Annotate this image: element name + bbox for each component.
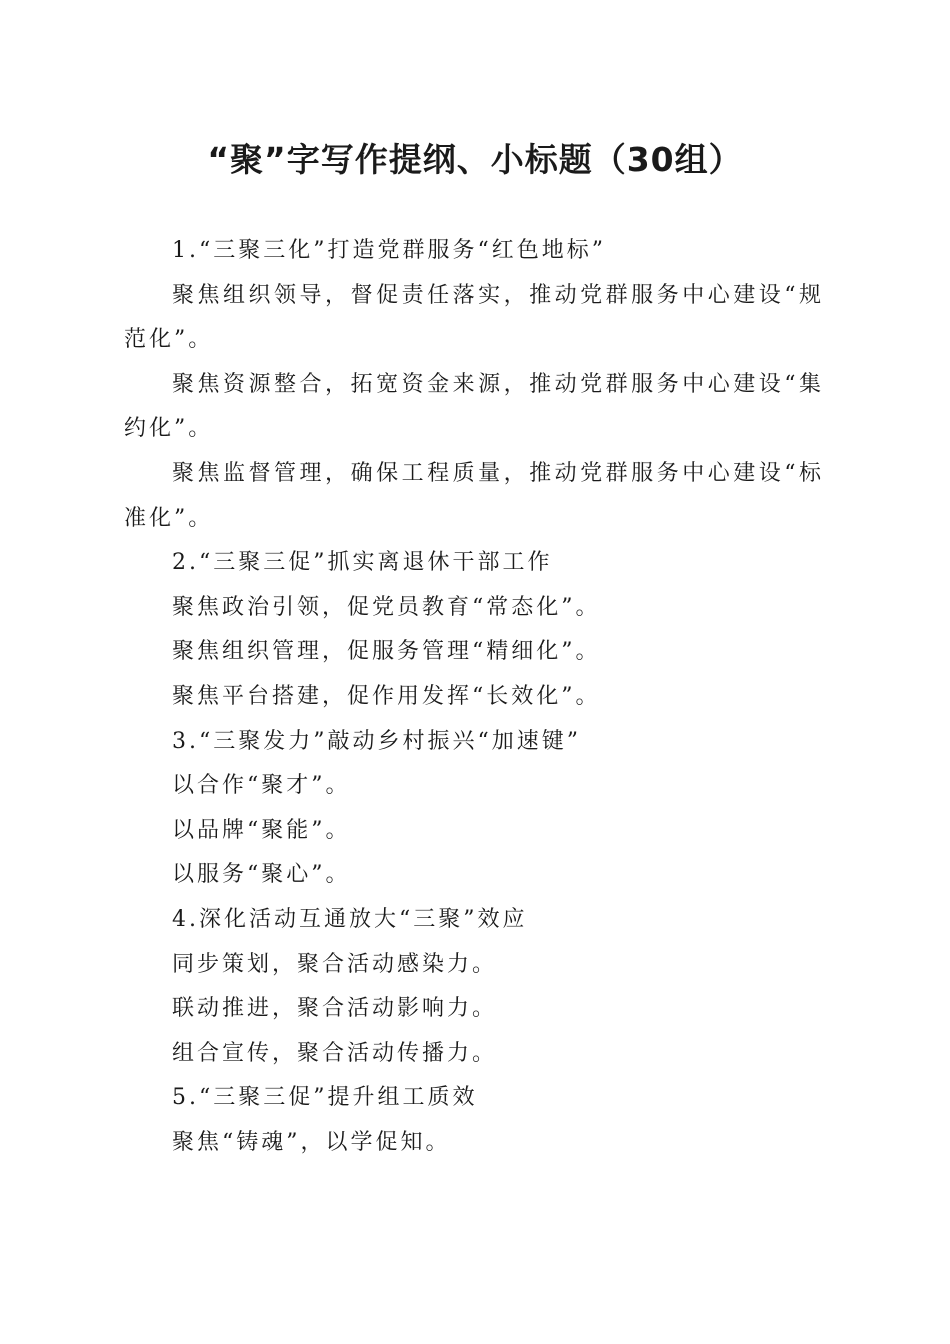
body-paragraph: 聚焦政治引领，促党员教育“常态化”。 <box>172 594 601 620</box>
document-title: “聚”字写作提纲、小标题（30组） <box>207 140 743 179</box>
section-heading-3: 3.“三聚发力”敲动乡村振兴“加速键” <box>172 728 581 754</box>
body-paragraph: 聚焦组织领导，督促责任落实，推动党群服务中心建设“规范化”。 <box>124 282 824 353</box>
section-heading-2: 2.“三聚三促”抓实离退休干部工作 <box>172 550 553 576</box>
body-paragraph: 联动推进，聚合活动影响力。 <box>172 996 498 1022</box>
body-paragraph: 组合宣传，聚合活动传播力。 <box>172 1040 498 1066</box>
body-paragraph: 聚焦资源整合，拓宽资金来源，推动党群服务中心建设“集约化”。 <box>124 371 824 442</box>
body-paragraph: 以品牌“聚能”。 <box>172 817 351 843</box>
body-paragraph: 以服务“聚心”。 <box>172 862 351 888</box>
body-paragraph: 同步策划，聚合活动感染力。 <box>172 951 498 977</box>
body-paragraph: 聚焦“铸魂”，以学促知。 <box>172 1129 451 1155</box>
body-paragraph: 聚焦组织管理，促服务管理“精细化”。 <box>172 639 601 665</box>
document-body <box>124 229 824 1165</box>
section-heading-1: 1.“三聚三化”打造党群服务“红色地标” <box>172 238 606 263</box>
body-paragraph: 聚焦平台搭建，促作用发挥“长效化”。 <box>172 683 601 709</box>
section-heading-5: 5.“三聚三促”提升组工质效 <box>172 1085 478 1111</box>
section-heading-4: 4.深化活动互通放大“三聚”效应 <box>172 906 528 932</box>
body-paragraph: 以合作“聚才”。 <box>172 773 351 799</box>
body-paragraph: 聚焦监督管理，确保工程质量，推动党群服务中心建设“标准化”。 <box>124 460 824 531</box>
